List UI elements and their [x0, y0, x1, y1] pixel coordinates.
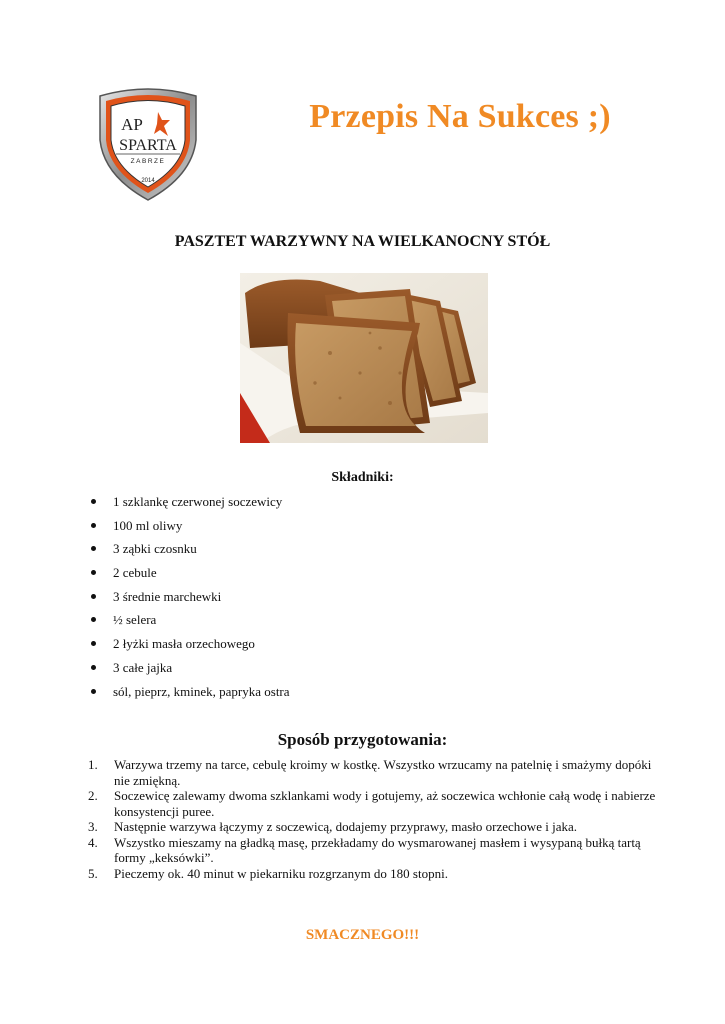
closing-text: SMACZNEGO!!!: [305, 927, 420, 943]
list-item: 3 ząbki czosnku: [88, 540, 290, 564]
step-number: 3.: [88, 819, 98, 834]
bullet-icon: [91, 594, 96, 599]
step-item: [88, 757, 668, 788]
bullet-icon: [91, 617, 96, 622]
list-item: 2 cebule: [88, 564, 290, 588]
step-text: Wszystko mieszamy na gładką masę, przekładamy do wysmarowanej masłem i wysypaną bułką tartą formy „keksówki”.: [114, 834, 641, 865]
bullet-icon: [91, 546, 96, 551]
step-item: [88, 819, 668, 835]
bullet-icon: [91, 689, 96, 694]
logo-text-sparta: SPARTA: [119, 137, 177, 154]
step-item: [88, 788, 668, 819]
bullet-icon: [91, 641, 96, 646]
list-item: ½ selera: [88, 611, 290, 635]
step-text: Soczewicę zalewamy dwoma szklankami wody i gotujemy, aż soczewica wchłonie całą wodę i nabierze konsystencji puree.: [114, 788, 656, 819]
ap-sparta-logo: [92, 84, 204, 202]
list-item: sól, pieprz, kminek, papryka ostra: [88, 683, 290, 707]
bullet-icon: [91, 523, 96, 528]
preparation-heading: Sposób przygotowania:: [277, 730, 448, 749]
step-number: 4.: [88, 834, 98, 850]
bullet-icon: [91, 665, 96, 670]
ingredients-heading: Składniki:: [331, 470, 394, 485]
recipe-title: PASZTET WARZYWNY NA WIELKANOCNY STÓŁ: [174, 233, 551, 250]
list-item: 2 łyżki masła orzechowego: [88, 635, 290, 659]
step-text: Następnie warzywa łączymy z soczewicą, dodajemy przyprawy, masło orzechowe i jaka.: [114, 819, 577, 834]
list-item: 3 średnie marchewki: [88, 588, 290, 612]
step-item: [88, 835, 668, 866]
step-number: 1.: [88, 757, 98, 772]
step-number: 2.: [88, 788, 98, 803]
step-item: [88, 866, 668, 882]
page-title: Przepis Na Sukces ;): [309, 98, 611, 135]
bullet-icon: [91, 570, 96, 575]
ingredients-list: [88, 493, 290, 706]
step-text: Pieczemy ok. 40 minut w piekarniku rozgrzanym do 180 stopni.: [114, 865, 448, 881]
bullet-icon: [91, 499, 96, 504]
logo-text-year: 2014: [141, 178, 155, 184]
step-text: Warzywa trzemy na tarce, cebulę kroimy w kostkę. Wszystko wrzucamy na patelnię i smażymy dopóki nie zmiękną.: [114, 757, 652, 788]
list-item: 3 całe jajka: [88, 659, 290, 683]
list-item: 1 szklankę czerwonej soczewicy: [88, 493, 290, 517]
step-number: 5.: [88, 865, 98, 881]
logo-text-zabrze: ZABRZE: [130, 158, 166, 165]
list-item: 100 ml oliwy: [88, 517, 290, 541]
recipe-photo: [240, 273, 488, 443]
preparation-steps: [88, 757, 668, 881]
logo-text-ap: AP: [121, 115, 143, 134]
